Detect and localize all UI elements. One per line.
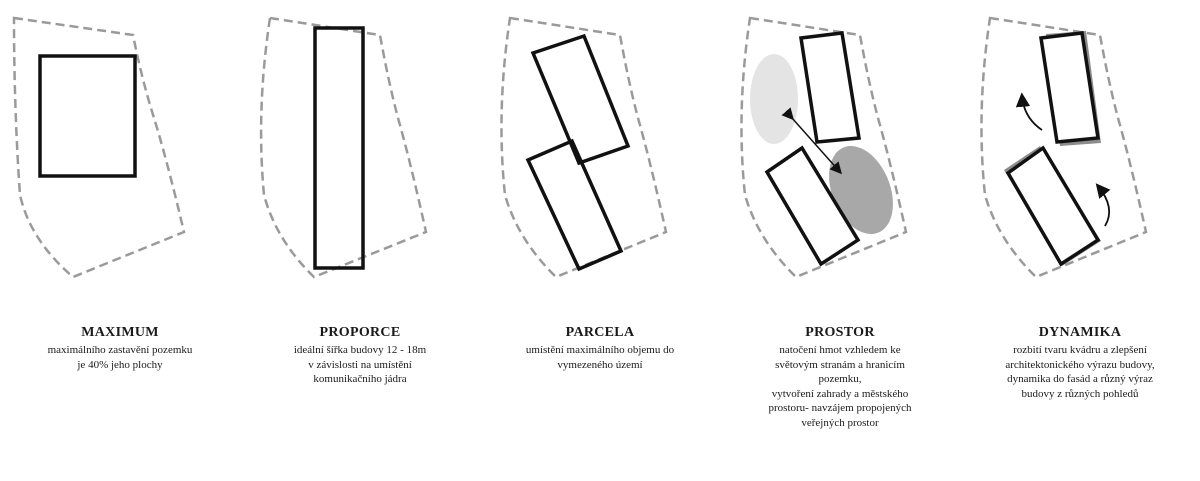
parcela-diagram — [480, 0, 720, 300]
urban-space-dark — [817, 136, 905, 243]
panel-proporce — [240, 0, 480, 481]
panel-dynamika — [960, 0, 1200, 481]
panel-maximum — [0, 0, 240, 481]
rotation-arrow-upper — [1022, 96, 1042, 130]
building-volume-lower — [1008, 148, 1098, 264]
caption-parcela — [480, 325, 720, 372]
building-volume-upper — [1041, 33, 1098, 142]
panel-description: rozbití tvaru kvádru a zlepšení architektonického výrazu budovy, dynamika do fasád a různý výraz budovy z různých pohledů — [1005, 344, 1155, 400]
caption-maximum — [0, 325, 240, 372]
building-volume — [40, 56, 135, 176]
building-volume-upper — [801, 33, 859, 142]
panel-title: MAXIMUM — [81, 325, 159, 340]
caption-dynamika — [960, 325, 1200, 401]
maximum-diagram — [0, 0, 240, 300]
panel-title: DYNAMIKA — [1038, 325, 1122, 340]
panel-description: maximálního zastavění pozemku je 40% jeho plochy — [47, 344, 193, 371]
plot-boundary — [261, 18, 426, 277]
panel-description: ideální šířka budovy 12 - 18m v závislosti na umístění komunikačního jádra — [293, 344, 427, 385]
prostor-diagram — [720, 0, 960, 300]
proporce-diagram — [240, 0, 480, 300]
panel-description: natočení hmot vzhledem ke světovým stranám a hranicím pozemku, vytvoření zahrady a městského prostoru- navzájem propojených veřejných prostor — [768, 344, 912, 429]
garden-space-light — [750, 54, 798, 144]
panel-prostor — [720, 0, 960, 481]
building-volume-lower — [528, 141, 621, 269]
panel-title: PROPORCE — [319, 325, 401, 340]
dynamika-diagram — [960, 0, 1200, 300]
building-volume — [315, 28, 363, 268]
panel-parcela — [480, 0, 720, 481]
caption-proporce — [240, 325, 480, 387]
panel-title: PARCELA — [565, 325, 635, 340]
plot-boundary — [501, 18, 666, 277]
panel-description: umístění maximálního objemu do vymezeného území — [525, 344, 675, 371]
caption-prostor — [720, 325, 960, 430]
rotation-arrow-lower — [1098, 186, 1109, 226]
panel-title: PROSTOR — [805, 325, 875, 340]
building-volume-upper — [533, 36, 628, 163]
